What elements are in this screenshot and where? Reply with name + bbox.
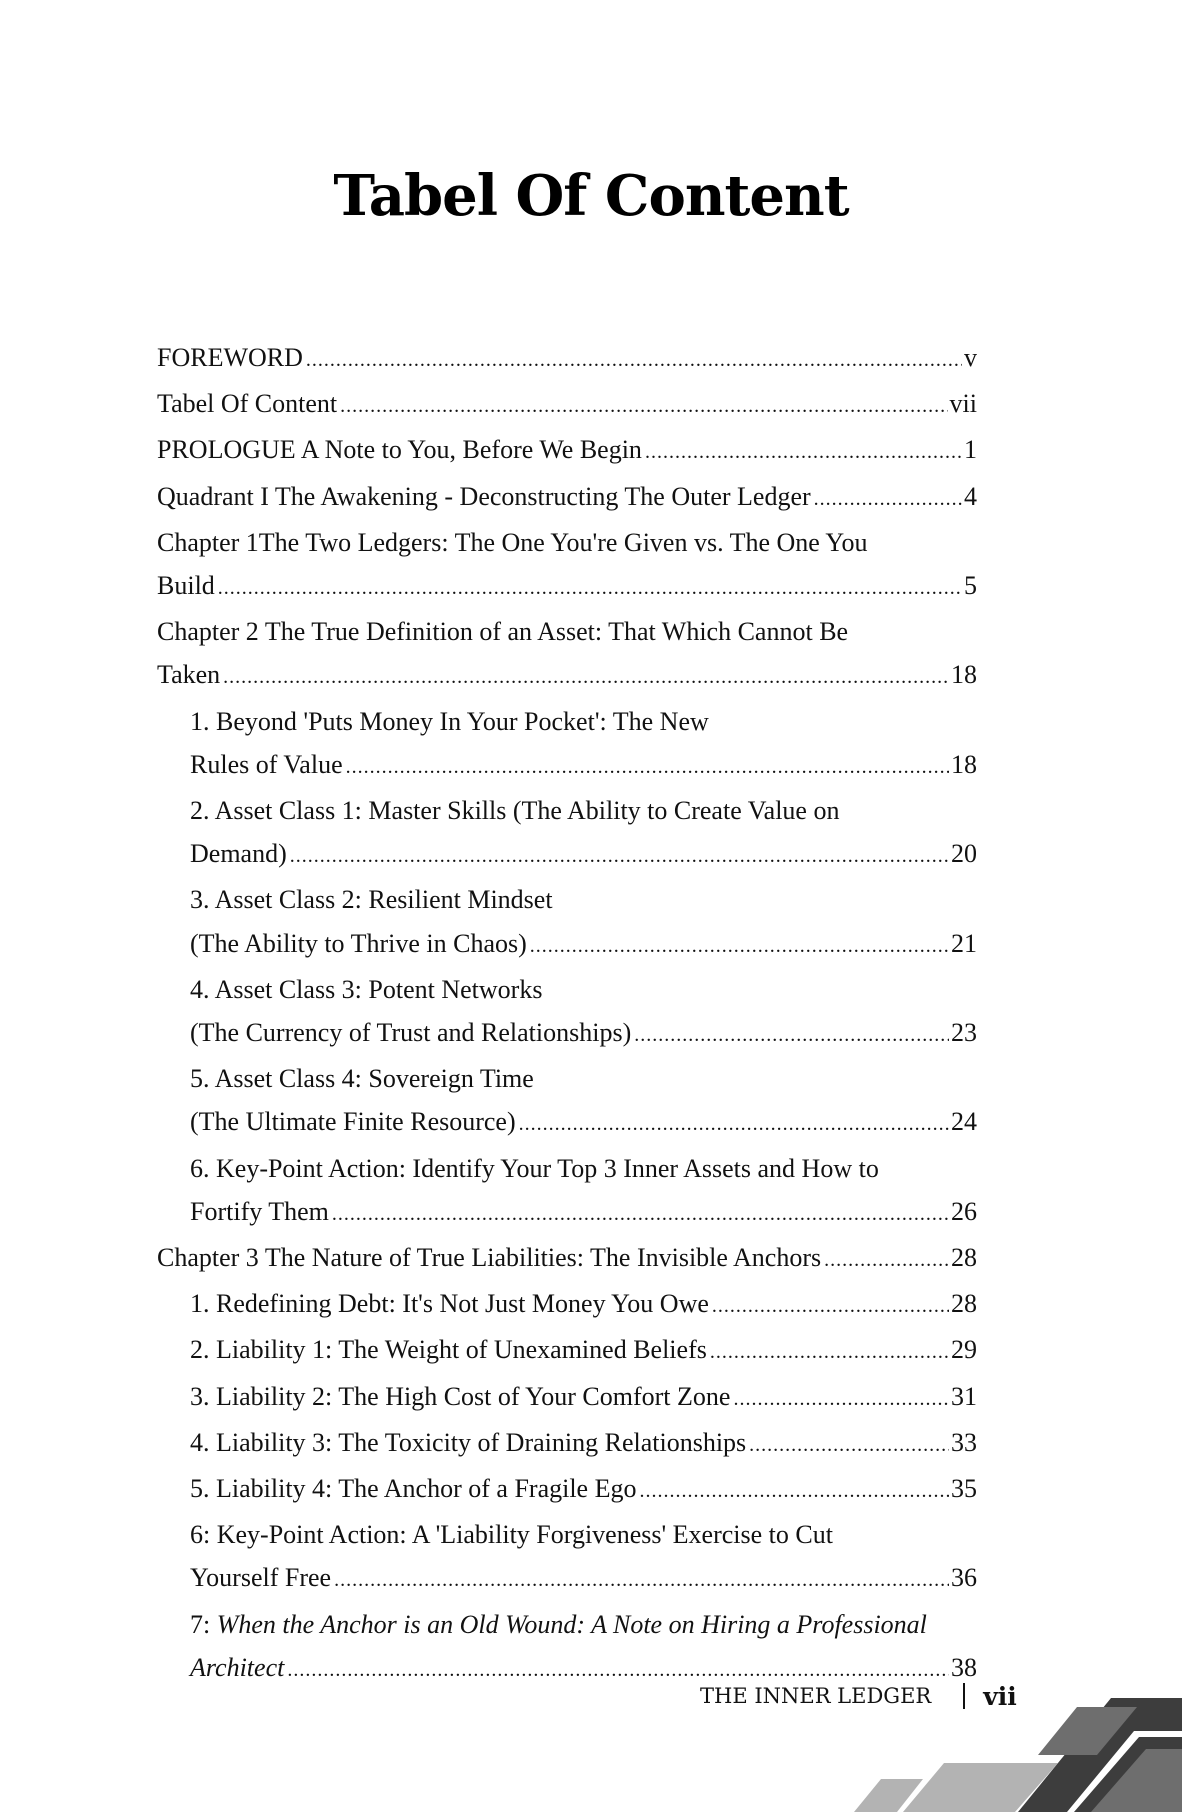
toc-entry-title-line <box>190 1057 977 1100</box>
toc-page-number[interactable]: 24 <box>951 1107 977 1137</box>
toc-entry-title: Demand) <box>190 839 287 869</box>
toc-entry-title: Taken <box>157 660 221 690</box>
toc-entry-title: 1. Redefining Debt: It's Not Just Money You Owe <box>190 1289 709 1319</box>
toc-entry-title: (The Ultimate Finite Resource) <box>190 1107 516 1137</box>
toc-entry-row <box>190 1421 977 1467</box>
toc-entry[interactable] <box>157 382 977 428</box>
footer-divider <box>963 1683 965 1709</box>
toc-entry-row <box>157 336 977 382</box>
dot-leader <box>290 835 949 878</box>
dot-leader <box>218 567 962 610</box>
dot-leader <box>645 431 962 474</box>
toc-entry-row <box>190 1011 977 1057</box>
dot-leader <box>332 1193 949 1236</box>
toc-entry[interactable] <box>157 1147 977 1236</box>
toc-entry-row <box>157 653 977 699</box>
dot-leader <box>223 656 949 699</box>
toc-entry-row <box>190 743 977 789</box>
toc-page-number[interactable]: 26 <box>951 1196 977 1226</box>
toc-page-number[interactable]: 21 <box>951 928 977 958</box>
page-title: Tabel Of Content <box>333 163 849 229</box>
dot-leader <box>814 478 962 521</box>
toc-entry[interactable] <box>157 1328 977 1374</box>
toc-page-number[interactable]: 20 <box>951 839 977 869</box>
toc-entry-title-line <box>190 968 977 1011</box>
toc-entry-title: 3. Asset Class 2: Resilient Mindset <box>190 885 553 915</box>
toc-entry-row <box>157 382 977 428</box>
table-of-contents <box>157 336 977 1692</box>
toc-entry-row <box>190 1328 977 1374</box>
toc-entry-title: (The Ability to Thrive in Chaos) <box>190 928 527 958</box>
toc-entry[interactable] <box>157 1467 977 1513</box>
toc-entry-row <box>157 1236 977 1282</box>
toc-entry-title-line <box>190 789 977 832</box>
toc-entry-row <box>190 832 977 878</box>
toc-page-number[interactable]: 1 <box>964 435 977 465</box>
toc-entry[interactable] <box>157 968 977 1057</box>
dot-leader <box>519 1103 949 1146</box>
toc-entry-title: Chapter 1The Two Ledgers: The One You're Given vs. The One You <box>157 527 868 557</box>
toc-entry-title: 2. Liability 1: The Weight of Unexamined Beliefs <box>190 1335 707 1365</box>
toc-entry-title-line <box>190 1147 977 1190</box>
toc-entry-title: 6. Key-Point Action: Identify Your Top 3 Inner Assets and How to <box>190 1153 879 1183</box>
white-stripe-shape <box>1067 1731 1182 1812</box>
toc-page-number[interactable]: 36 <box>951 1563 977 1593</box>
toc-entry-row <box>190 1100 977 1146</box>
toc-entry-title: 6: Key-Point Action: A 'Liability Forgiveness' Exercise to Cut <box>190 1520 833 1550</box>
light-large-shape <box>903 1763 1058 1812</box>
toc-page-number[interactable]: 28 <box>951 1243 977 1273</box>
toc-entry-title: 2. Asset Class 1: Master Skills (The Ability to Create Value on <box>190 796 840 826</box>
toc-entry-title: Chapter 2 The True Definition of an Asset: That Which Cannot Be <box>157 617 849 647</box>
dot-leader <box>639 1470 949 1513</box>
dot-leader <box>530 925 949 968</box>
toc-entry-title: 5. Liability 4: The Anchor of a Fragile Ego <box>190 1474 637 1504</box>
toc-entry-row <box>190 1190 977 1236</box>
page-footer <box>700 1679 1017 1713</box>
toc-entry-title: Chapter 3 The Nature of True Liabilities: The Invisible Anchors <box>157 1243 822 1273</box>
dot-leader <box>340 385 947 428</box>
toc-page-number[interactable]: 38 <box>951 1652 977 1682</box>
toc-entry-title-line <box>190 700 977 743</box>
toc-page-number[interactable]: 35 <box>951 1474 977 1504</box>
toc-entry-title: Yourself Free <box>190 1563 332 1593</box>
toc-entry-title: 4. Asset Class 3: Potent Networks <box>190 974 543 1004</box>
toc-entry-row <box>157 564 977 610</box>
toc-entry-title: Fortify Them <box>190 1196 329 1226</box>
toc-entry-title: Quadrant I The Awakening - Deconstructing The Outer Ledger <box>157 481 811 511</box>
toc-entry-row <box>190 922 977 968</box>
toc-entry-title: PROLOGUE A Note to You, Before We Begin <box>157 435 642 465</box>
toc-entry-title: 5. Asset Class 4: Sovereign Time <box>190 1064 534 1094</box>
toc-entry[interactable] <box>157 610 977 699</box>
toc-entry-title: Tabel Of Content <box>157 389 338 419</box>
toc-entry[interactable] <box>157 878 977 967</box>
toc-entry-row <box>190 1556 977 1602</box>
toc-entry-title: 1. Beyond 'Puts Money In Your Pocket': The New <box>190 706 709 736</box>
dot-leader <box>712 1285 949 1328</box>
toc-entry[interactable] <box>157 1236 977 1282</box>
page-number: vii <box>983 1681 1017 1711</box>
toc-entry[interactable] <box>157 1513 977 1602</box>
dot-leader <box>824 1239 949 1282</box>
toc-entry-title: 4. Liability 3: The Toxicity of Draining Relationships <box>190 1427 747 1457</box>
toc-page-number[interactable]: v <box>964 343 977 372</box>
medium-inner-shape <box>1091 1749 1182 1812</box>
toc-entry-row <box>157 428 977 474</box>
toc-entry-title: When the Anchor is an Old Wound: A Note on Hiring a Professional <box>216 1609 927 1639</box>
toc-entry-title: FOREWORD <box>157 343 303 372</box>
toc-entry-title: Build <box>157 571 215 601</box>
toc-entry[interactable] <box>157 700 977 789</box>
dot-leader <box>334 1559 949 1602</box>
medium-tile-shape <box>1038 1707 1137 1755</box>
toc-entry-title: 3. Liability 2: The High Cost of Your Comfort Zone <box>190 1381 731 1411</box>
toc-entry-row <box>190 1282 977 1328</box>
toc-entry-title: Rules of Value <box>190 749 343 779</box>
toc-page-number[interactable]: 18 <box>951 660 977 690</box>
toc-entry[interactable] <box>157 1421 977 1467</box>
dot-leader <box>306 339 962 382</box>
toc-entry[interactable] <box>157 1375 977 1421</box>
dot-leader <box>749 1424 949 1467</box>
toc-entry-title: (The Currency of Trust and Relationships) <box>190 1018 632 1048</box>
dot-leader <box>710 1331 949 1374</box>
toc-entry-number: 7: <box>190 1609 217 1639</box>
toc-entry-title-line <box>157 610 977 653</box>
toc-entry-title-line <box>190 878 977 921</box>
toc-entry[interactable] <box>157 475 977 521</box>
toc-entry-title-line <box>190 1603 977 1646</box>
toc-entry-title: Architect <box>190 1652 285 1682</box>
dot-leader <box>733 1378 949 1421</box>
toc-entry[interactable] <box>157 336 977 382</box>
toc-page-number[interactable]: 31 <box>951 1381 977 1411</box>
toc-page-number[interactable]: 23 <box>951 1018 977 1048</box>
toc-page-number[interactable]: 4 <box>964 481 977 511</box>
toc-entry[interactable] <box>157 1282 977 1328</box>
toc-page-number[interactable]: 18 <box>951 749 977 779</box>
toc-entry-row <box>190 1467 977 1513</box>
dot-leader <box>346 746 949 789</box>
toc-page-number[interactable]: 33 <box>951 1427 977 1457</box>
toc-page-number[interactable]: vii <box>949 389 977 419</box>
toc-page-number[interactable]: 5 <box>964 571 977 601</box>
toc-entry-row <box>157 475 977 521</box>
dark-band-shape <box>1018 1698 1182 1812</box>
toc-entry[interactable] <box>157 789 977 878</box>
toc-page-number[interactable]: 28 <box>951 1289 977 1319</box>
dot-leader <box>634 1014 949 1057</box>
toc-page-number[interactable]: 29 <box>951 1335 977 1365</box>
toc-entry[interactable] <box>157 428 977 474</box>
running-book-title: THE INNER LEDGER <box>700 1684 932 1708</box>
toc-entry[interactable] <box>157 1057 977 1146</box>
toc-entry[interactable] <box>157 521 977 610</box>
light-small-shape <box>854 1779 923 1812</box>
toc-entry-title-line <box>157 521 977 564</box>
toc-entry-row <box>190 1375 977 1421</box>
toc-entry-title-line <box>190 1513 977 1556</box>
